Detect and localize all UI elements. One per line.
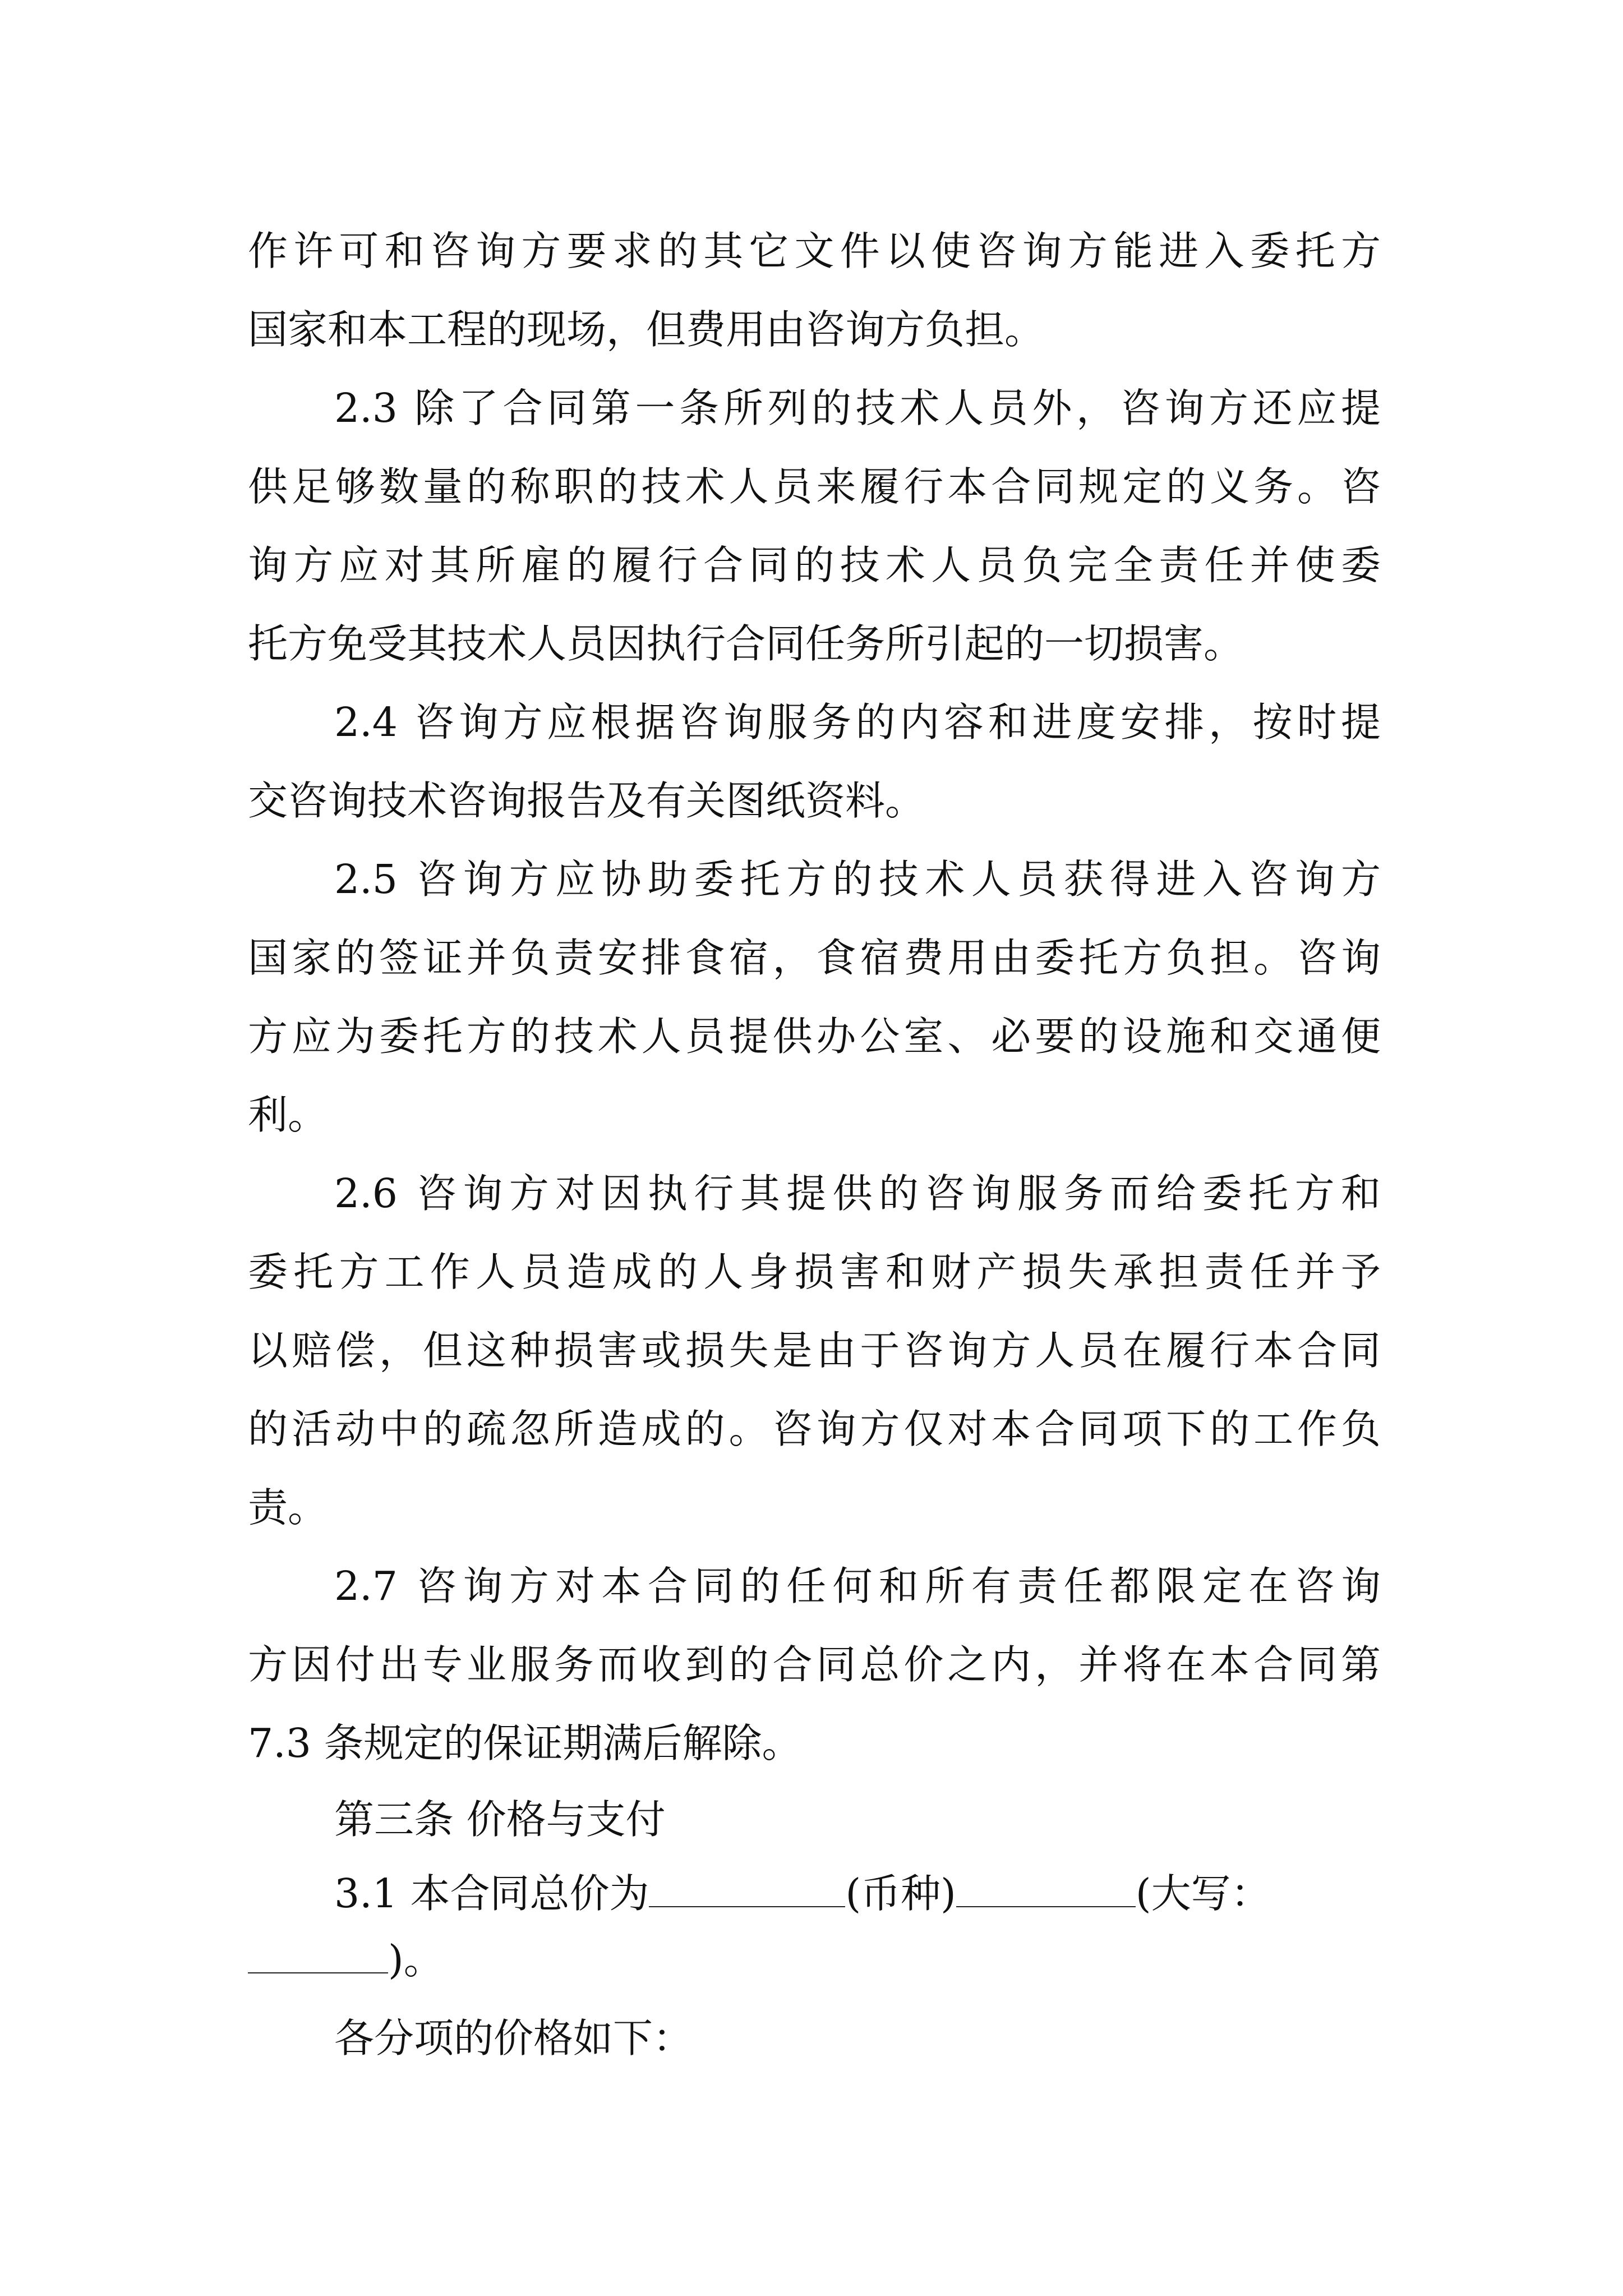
text-line: 方应为委托方的技术人员提供办公室、必要的设施和交通便 (248, 1013, 1381, 1060)
paragraph-2-7-line: 2.7 咨询方对本合同的任何和所有责任都限定在咨询 (334, 1563, 1381, 1609)
text-line: 作许可和咨询方要求的其它文件以使咨询方能进入委托方 (248, 228, 1381, 274)
price-line-continued (248, 1934, 1381, 1986)
paragraph-2-5-line: 2.5 咨询方应协助委托方的技术人员获得进入咨询方 (334, 856, 1381, 903)
text-line: 的活动中的疏忽所造成的。咨询方仅对本合同项下的工作负 (248, 1406, 1381, 1452)
text-line: 以赔偿，但这种损害或损失是由于咨询方人员在履行本合同 (248, 1327, 1381, 1374)
price-prefix: 3.1 本合同总价为 (334, 1870, 649, 1917)
currency-label: (币种) (845, 1870, 956, 1917)
amount-blank[interactable] (649, 1872, 845, 1907)
text-line: 询方应对其所雇的履行合同的技术人员负完全责任并使委 (248, 542, 1381, 588)
text-line: 利。 (248, 1092, 328, 1138)
text-line: 委托方工作人员造成的人身损害和财产损失承担责任并予 (248, 1249, 1381, 1295)
paragraph-2-6-line: 2.6 咨询方对因执行其提供的咨询服务而给委托方和 (334, 1170, 1381, 1217)
paragraph-2-4-line: 2.4 咨询方应根据咨询服务的内容和进度安排，按时提 (334, 699, 1381, 746)
text-line: 国家和本工程的现场，但费用由咨询方负担。 (248, 306, 1045, 353)
price-end: )。 (388, 1936, 444, 1983)
text-line: 责。 (248, 1484, 328, 1531)
text-line: 方因付出专业服务而收到的合同总价之内，并将在本合同第 (248, 1641, 1381, 1688)
text-line: 各分项的价格如下： (334, 2015, 693, 2062)
capital-label: (大写： (1135, 1870, 1271, 1917)
capital-amount-blank[interactable] (248, 1939, 388, 1973)
text-line: 国家的签证并负责安排食宿，食宿费用由委托方负担。咨询 (248, 935, 1381, 981)
text-line: 交咨询技术咨询报告及有关图纸资料。 (248, 777, 925, 824)
price-line (334, 1868, 1381, 1920)
paragraph-2-3-line: 2.3 除了合同第一条所列的技术人员外，咨询方还应提 (334, 385, 1381, 431)
text-line: 7.3 条规定的保证期满后解除。 (248, 1720, 802, 1766)
section-heading: 第三条 价格与支付 (334, 1796, 666, 1843)
text-line: 托方免受其技术人员因执行合同任务所引起的一切损害。 (248, 620, 1244, 667)
amount-currency-blank[interactable] (956, 1872, 1136, 1907)
text-line: 供足够数量的称职的技术人员来履行本合同规定的义务。咨 (248, 463, 1381, 510)
